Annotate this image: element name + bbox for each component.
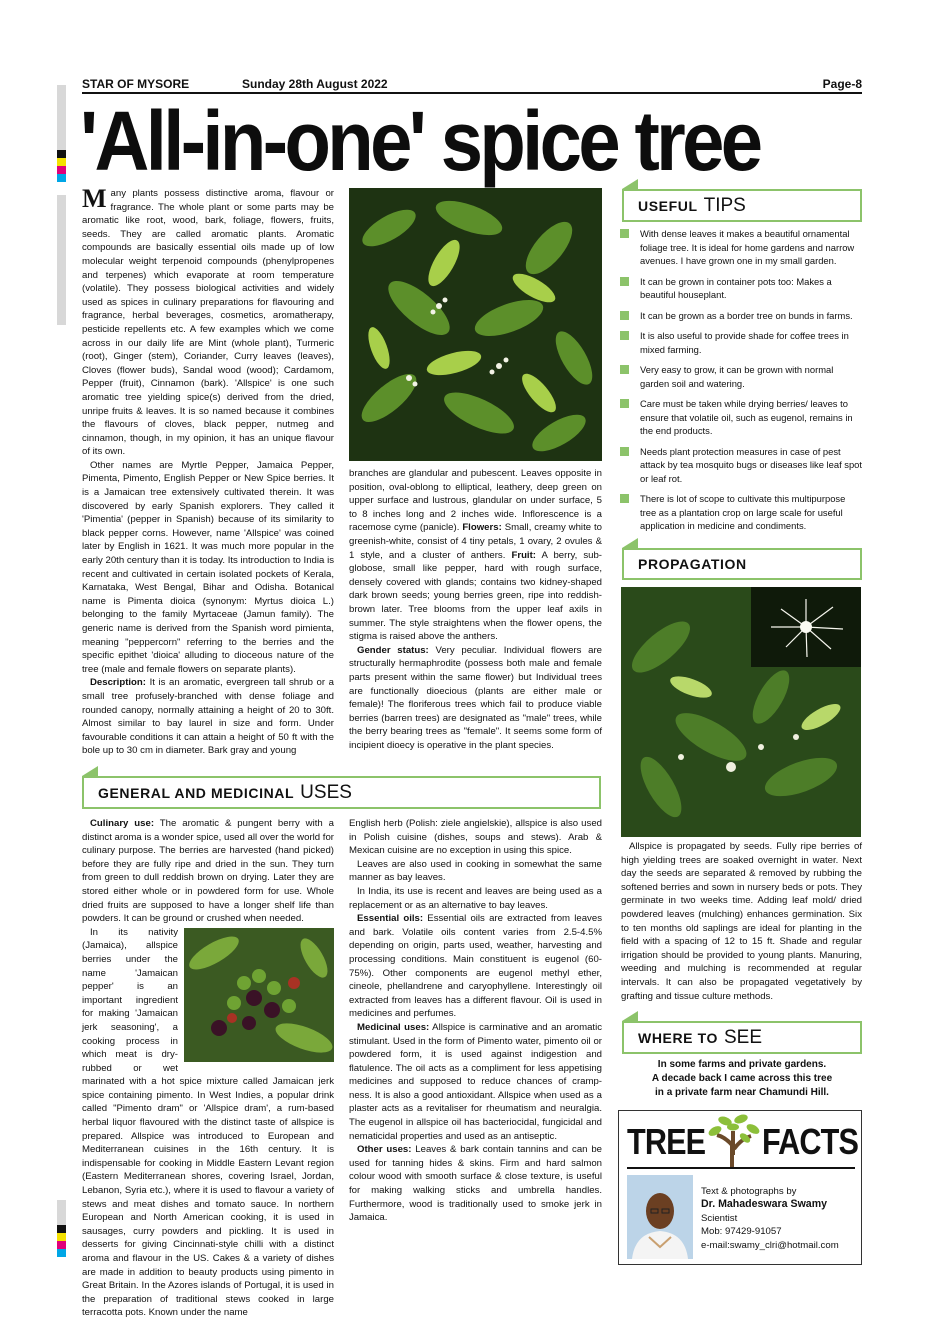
page-number: Page-8 [822,77,862,91]
tree-facts-box [618,1110,862,1265]
other-names-paragraph: Other names are Myrtle Pepper, Jamaica Pepper, Pimenta, Pimento, English Pepper or New Spice berries. It is a Jamaican tree extensively cultivated therein. It was discovered by early Spanish explorers. They called it 'Pimentia' (pepper in Spanish) because of its similarity to black pepper corns. However, name 'Allspice' was coined later by English in 1621. It was much more popular in the early 20th century than it is today. Its introduction to India is recent and cultivated in certain isolated pockets of Kerala, Karnataka, West Bengal, Bihar and Odisha. Botanical name is Pimenta dioica (synonym: Myrtus dioica L.) belonging to the family Myrtaceae (Jamun family). The generic name is derived from the Spanish word pimienta, meaning "peppercorn" referring to the berries and the specific epithet 'dioica' alluding to dioceous nature of the tree (male and female flowers on separate plants). [82,459,334,675]
author-mobile: Mob: 97429-91057 [701,1226,782,1238]
divider [627,1167,855,1169]
tree-facts-title-left: TREE [627,1121,706,1162]
paper-name: STAR OF MYSORE [82,77,190,91]
list-item: It can be grown as a border tree on bunds in farms. [618,309,862,323]
registration-color-strip [57,150,66,182]
author-credits: Text & photographs by Dr. Mahadeswara Swamy Scientist Mob: 97429-91057 e-mail:swamy_clri@hotmail.com [701,1186,839,1251]
list-item: It can be grown in container pots too: Makes a beautiful houseplant. [618,275,862,302]
registration-gray-bar [57,1200,66,1225]
tree-logo-icon [701,1111,767,1169]
description-paragraph: Description: It is an aromatic, evergreen tall shrub or a small tree profusely-branched with dense foliage and rounded canopy, normally attaining a height of 20 to 30ft. Almost similar to bay laurel in size and form. Under favourable conditions it can attain a height of 50 ft with the bole up to 30 cm in diameter. Bark gray and young [82,677,334,757]
list-item: With dense leaves it makes a beautiful ornamental foliage tree. It is ideal for home gardens and narrow avenues. I have grown one in my small garden. [618,227,862,268]
berries-photo [184,928,334,1062]
english-herb-paragraph: English herb (Polish: ziele angielskie), allspice is also used in Polish cuisine (dishes, soups and stews). Arab & Mexican cuisine are no exception in using this spice. [349,818,602,857]
list-item: Care must be taken while drying berries/ leaves to ensure that volatile oil, such as eugenol, remains in the end products. [618,397,862,438]
medicinal-paragraph: Medicinal uses: Allspice is carminative and an aromatic stimulant. Used in the form of Pimento water, pimento oil or powdered form, it is used against indigestion and flatulence. The oil acts as a compliment for less appetising medicines and supposed to reduce chances of cramp-ness. It is also a good antioxidant. Allspice when used as a plaster acts as a revitaliser for rheumatism and neuralgia. The eugenol in allspice oil has bacteriocidal, fungicidal and nematicidal properties and used as an antiseptic. [349,1021,602,1142]
tips-list [618,227,862,540]
other-uses-paragraph: Other uses: Leaves & bark contain tannins and can be used for tanning hides & skins. Firm and hard salmon colour wood with smooth surface & close texture, is useful for making walking sticks and umbrella handles. Furthermore, wood is traditionally used to smoke jerk in Jamaica. [349,1144,602,1224]
leaves-paragraph: Leaves are also used in cooking in somewhat the same manner as bay leaves. [349,858,602,884]
propagation-heading: PROPAGATION [622,548,862,580]
propagation-text: Allspice is propagated by seeds. Fully ripe berries of high yielding trees are soaked overnight in water. Next day the seeds are separated & removed by rubbing the softened berries and sown in nursery beds or pots. They germinate in two weeks time. Adding leaf mold/ dried powdered leaves (mulching) enhances germination. Six to ten months old saplings are ideal for planting in the field with a spacing of 12 to 15 ft. Shade and regular irrigation should be provided to young plants. Manuring, weeding and mulching is recommended at regular intervals. It can also be propagated vegetatively by grafting and tissue culture methods. [621,841,862,1002]
author-email: e-mail:swamy_clri@hotmail.com [701,1239,839,1251]
india-paragraph: In India, its use is recent and leaves are being used as a replacement or as an alternative to bay leaves. [349,885,602,911]
dropcap: M [82,184,107,213]
list-item: There is lot of scope to cultivate this multipurpose tree as a plantation crop on large scale for useful application in medicine and condiments. [618,492,862,533]
masthead [82,76,862,94]
uses-right-column [349,817,602,1225]
intro-paragraph: Many plants possess distinctive aroma, flavour or fragrance. The whole plant or some parts may be aromatic like root, wood, bark, foliage, flowers, fruits, seeds. They are called aromatic plants. Aromatic compounds are basically essential oils made up of low molecular weight terpenoid compounds (phenylpropenes and terpenes) which evaporate at room temperature (volatile). They possess biological activities and widely used as spices in culinary preparations for flavouring and fragrance, herbal beverages, cosmetics, aromatherapy, pesticide repellents etc. A few examples which we come across in our daily life are Mint (whole plant), Turmeric (root), Ginger (stem), Coriander, Curry leaves (leaves), Cloves (flower buds), Sandal wood (wood); Cardamom, Pepper (fruit), Cinnamon (bark). 'Allspice' is one such aromatic tree yielding spice(s) derived from the dried, unripe fruits & leaves. It is so named because it combines the flavours of cloves, black pepper, nutmeg and cinnamon, though, in my opinion, it has an unique flavour of its own. [82,184,334,458]
registration-gray-bar [57,195,66,325]
useful-tips-heading: USEFUL TIPS [622,189,862,222]
list-item: Needs plant protection measures in case of pest attack by tea mosquito bugs or diseases like leaf spot or leaf rot. [618,445,862,486]
allspice-foliage-photo [349,188,602,461]
intro-column [82,184,334,758]
gender-paragraph: Gender status: Very peculiar. Individual flowers are structurally hermaphrodite (possess both male and female parts present within the same flower) but Individual trees are functionally dioecious (plants are either male or female)! The floriferous trees which fail to produce viable berries (barren trees) are designated as "male" trees, while the berry bearing trees as "female". It seems some form of incipient dioecy is operative in the plant species. [349,644,602,751]
issue-date: Sunday 28th August 2022 [242,77,388,91]
culinary-paragraph: Culinary use: The aromatic & pungent berry with a distinct aroma is a wonder spice, used all over the world for culinary purpose. The berries are harvested (hand picked) before they are fully ripe and dried in the sun. They turn from green to dull reddish brown on drying. Later they are stored either whole or in powdered form for use. Whole dried fruits are supposed to have a longer shelf life than powders. It can be ground or crushed when needed. [82,818,335,925]
morphology-paragraph: branches are glandular and pubescent. Leaves opposite in position, oval-oblong to elliptical, leathery, deep green on upper surface and lustrous, glandular on under surface, 5 to 8 inches long and 2 inches wide. Inflorescence is a racemose cyme (panicle). Flowers: Small, creamy white to greenish-white, consist of 4 tiny petals, 1 ovary, 2 ovules & 1 style, and a cluster of anthers. Fruit: A berry, sub-globose, small like pepper, hard with rough surface, densely covered with glands; contains two kidney-shaped dark brown seeds; young berries green, ripe into reddish-brown later. Tree blooms from the upper leaf axils in summer. The style straightens when the flower opens, the stigma is raised above the anthers. [349,468,603,643]
essential-oils-paragraph: Essential oils: Essential oils are extracted from leaves and bark. Volatile oils content varies from 2.5-4.5% depending on origin, parts used, weather, harvesting and processing conditions. Main constituent is eugenol (60-75%). Other components are eugenol methyl ether, cineole, phellandrene and caryophyllene. Interestingly oil extracted from leaves has a different flavour. Oil is used in medicines and perfumes. [349,913,602,1020]
where-to-see-text: In some farms and private gardens. A decade back I came across this tree in a private farm near Chamundi Hill. [651,1059,833,1098]
registration-color-strip [57,1225,66,1257]
allspice-flowers-photo [621,587,861,837]
jamaica-paragraph: In its nativity (Jamaica), allspice berries under the name 'Jamaican pepper' is an important ingredient for making 'Jamaican jerk seasoning', a cooking process in which meat is dry-rubbed or wet marinated with a hot spice mixture called Jamaican jerk spice containing pimento. In West Indies, a popular drink called "Pimento dram" or 'Allspice dram', a rum-based herbal liquor flavoured with the distinct taste of allspice is prepared. Allspice was introduced to European and Mediterranean cuisines in the 16th century. It is indispensable for cooking in Middle Eastern Levant region (Eastern Mediterranean shores, covering Israel, Jordan, Lebanon, Syria etc.), where it is used to flavour a variety of stews and meat dishes and tomato sauce. In northern European and North American cooking, it is used in sausages, curry powders and pickling. It is used in desserts for giving Cincinnati-style chilli with a distinct aroma and flavour in the US. Cakes & a variety of dishes are made in addition to beauty products using pimento in Great Britain. In the Azores islands of Portugal, it is used in the preparation of traditional stews cooked in large terracotta pots. Known under the name [82,926,334,1319]
uses-left-column [82,817,334,1320]
author-portrait [627,1175,693,1259]
where-to-see-heading: WHERE TO SEE [622,1021,862,1054]
middle-column [349,467,602,752]
headline: 'All-in-one' spice tree [80,94,760,188]
uses-heading: GENERAL AND MEDICINAL USES [82,776,601,809]
list-item: It is also useful to provide shade for coffee trees in mixed farming. [618,329,862,356]
author-name: Dr. Mahadeswara Swamy [701,1198,828,1211]
registration-gray-bar [57,85,66,150]
list-item: Very easy to grow, it can be grown with normal garden soil and watering. [618,363,862,390]
tree-facts-title-right: FACTS [762,1121,859,1162]
